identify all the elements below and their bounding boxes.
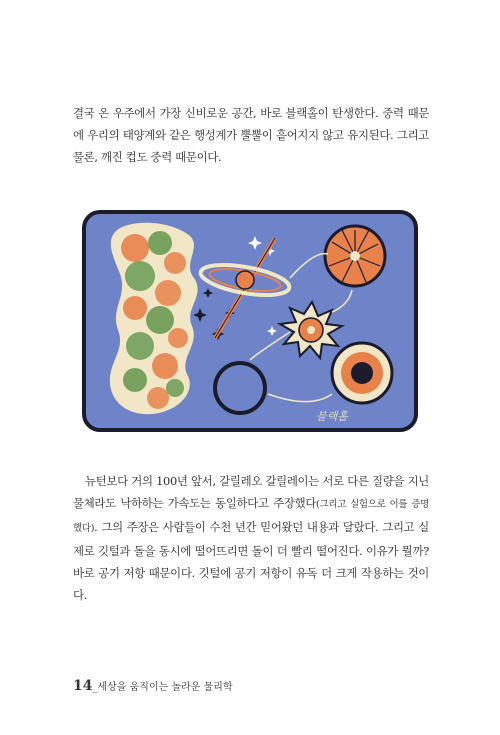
dark-ring	[213, 361, 267, 415]
page-footer	[73, 678, 233, 694]
paragraph-galileo-part1: 뉴턴보다 거의 100년 앞서, 갈릴레오 갈릴레이는 서로 다른 질량을 지닌 물체라도 낙하하는 가속도는 동일하다고 주장했다	[73, 474, 429, 510]
footer-separator: _	[92, 682, 98, 693]
paragraph-intro: 결국 온 우주에서 가장 신비로운 공간, 바로 블랙홀이 탄생한다. 중력 때문에 우리의 태양계와 같은 행성계가 뿔뿔이 흩어지지 않고 유지된다. 그리고 물론, 깨진 컵도 중력 때문이다.	[73, 106, 429, 164]
book-title: 세상을 움직이는 놀라운 물리학	[97, 682, 233, 693]
nebula-cloud	[110, 223, 198, 415]
illustration-label: 블랙홀	[316, 410, 348, 423]
black-hole-illustration	[80, 208, 420, 434]
page-number: 14	[73, 678, 93, 694]
paragraph-galileo-part2: . 그의 주장은 사람들이 수천 년간 믿어왔던 내용과 달랐다. 그리고 실제로 깃털과 돌을 동시에 떨어뜨리면 돌이 더 빨리 떨어진다. 이유가 뭘까? 바로 공기 저항 때문이다. 깃털에 공기 저항이 유독 더 크게 작용하는 것이다.	[73, 520, 429, 602]
paragraph-galileo	[73, 470, 429, 606]
collapsing-star	[325, 226, 385, 286]
paragraph-galileo-aside: (그리고 실험으로 이를 증명했다)	[73, 499, 429, 534]
black-hole	[332, 343, 392, 403]
